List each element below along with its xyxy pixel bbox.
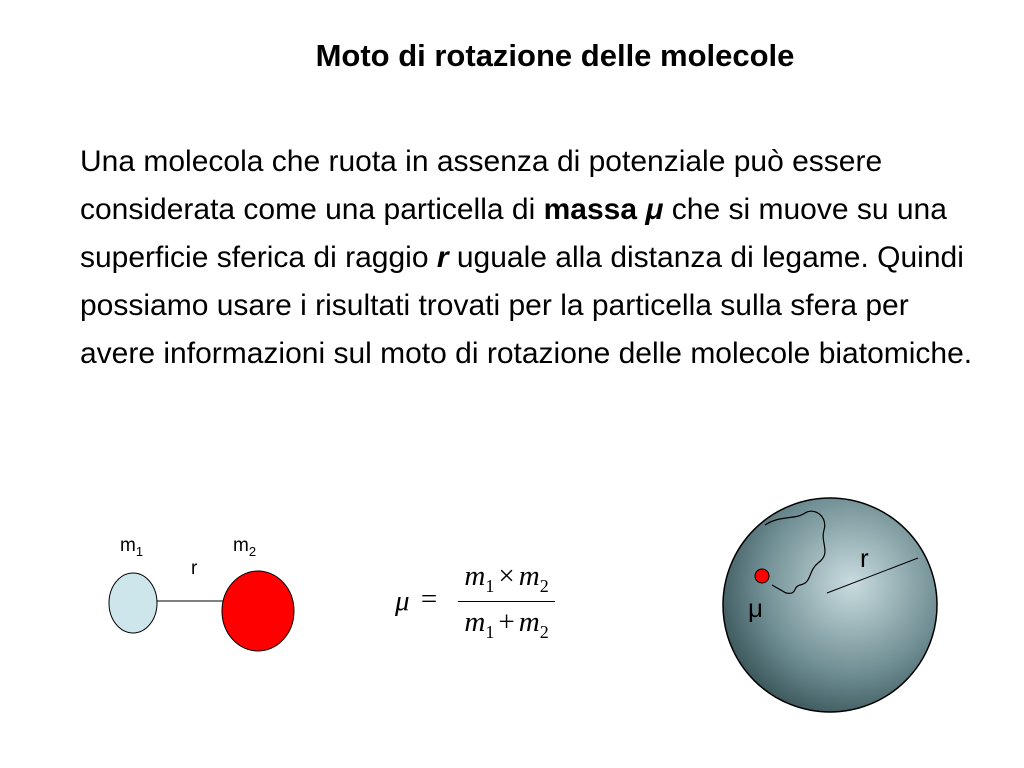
para-text-1: Una molecola che ruota in assenza di potenziale può essere considerata come una particella di xyxy=(80,145,883,226)
sphere-mu-label: μ xyxy=(748,593,763,623)
para-massa: massa xyxy=(543,193,646,226)
label-bond-r: r xyxy=(191,558,198,579)
sphere-radius-label: r xyxy=(860,543,869,573)
body-paragraph xyxy=(80,138,980,378)
particle-on-sphere-diagram xyxy=(720,495,940,715)
para-mu: μ xyxy=(645,193,664,226)
page-title: Moto di rotazione delle molecole xyxy=(315,38,795,73)
formula-equals: = xyxy=(420,582,438,615)
diatomic-molecule-diagram xyxy=(100,525,310,665)
particle xyxy=(755,569,769,583)
label-m2: $m_2$ xyxy=(233,535,257,559)
label-m1: $m_1$ xyxy=(120,535,144,559)
para-text-2: che si muove su una superficie sferica di raggio xyxy=(80,193,947,274)
formula-denominator: $m_1 + m_2$ xyxy=(464,605,549,642)
atom-m2 xyxy=(222,571,294,651)
reduced-mass-formula xyxy=(395,560,555,643)
formula-numerator: $m_1 \times m_2$ xyxy=(458,560,554,602)
atom-m1 xyxy=(109,573,157,633)
para-text-3: uguale alla distanza di legame. Quindi possiamo usare i risultati trovati per la particella sulla sfera per avere informazioni sul moto di rotazione delle molecole biatomiche. xyxy=(80,241,973,370)
para-r: r xyxy=(436,241,449,274)
formula-fraction xyxy=(458,560,554,643)
formula-mu: μ xyxy=(395,584,410,617)
